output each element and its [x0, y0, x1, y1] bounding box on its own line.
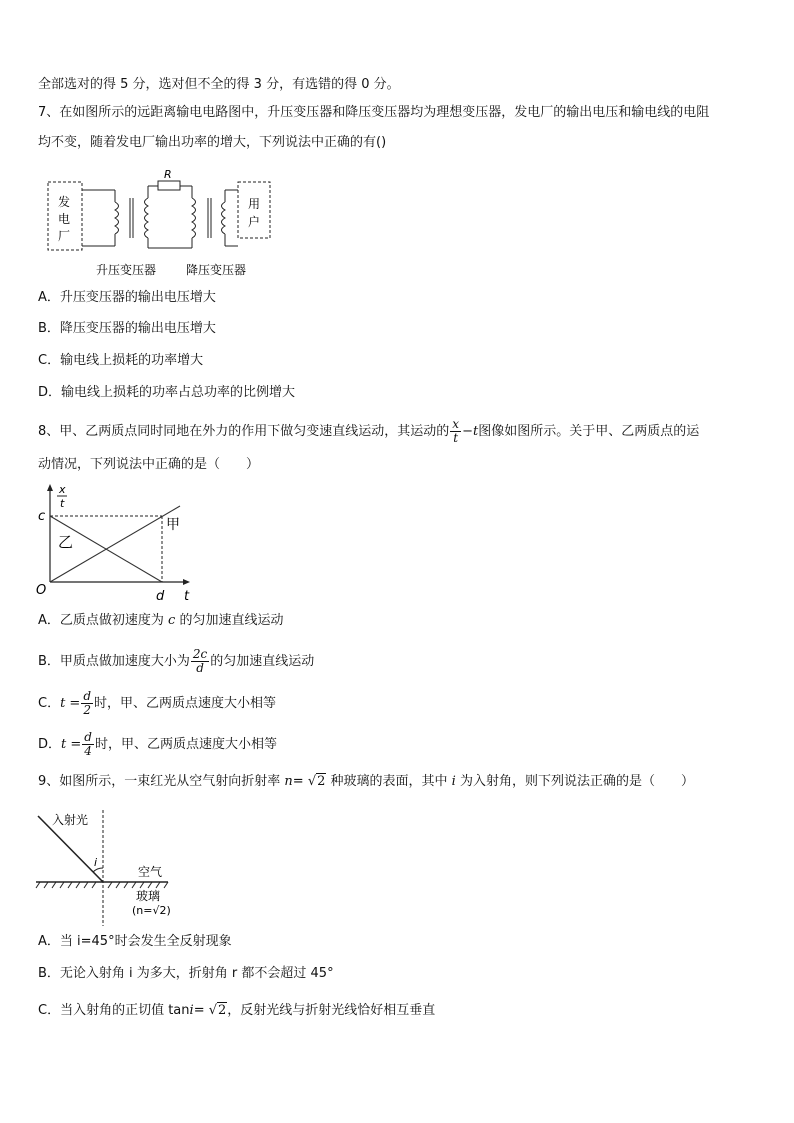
q8-x-over-t: $\frac{x}{t}$: [452, 417, 460, 445]
plant-label-3: 厂: [58, 229, 71, 243]
user-label-1: 用: [248, 197, 261, 211]
air-label: 空气: [138, 865, 163, 879]
q7-option-a[interactable]: A．升压变压器的输出电压增大: [38, 290, 216, 305]
q8-option-b[interactable]: B．甲质点做加速度大小为 $\frac{2c}{d}$ 的匀加速直线运动: [38, 647, 315, 675]
q7-option-b[interactable]: B．降压变压器的输出电压增大: [38, 321, 216, 336]
q9-refraction-figure: [34, 808, 184, 928]
glass-label: 玻璃: [136, 889, 161, 903]
q8-stem-text-b: 图像如图所示。关于甲、乙两质点的运: [478, 424, 700, 439]
q8-stem-text-a: 8、甲、乙两质点同时同地在外力的作用下做匀变速直线运动，其运动的: [38, 424, 450, 439]
q7-option-c[interactable]: C．输电线上损耗的功率增大: [38, 353, 204, 368]
jia-label: 甲: [166, 517, 180, 533]
q7-stem-line1: 7、在如图所示的远距离输电电路图中，升压变压器和降压变压器均为理想变压器，发电厂的输出电压和输电线的电阻: [38, 105, 710, 120]
q9-stem: 9、如图所示，一束红光从空气射向折射率 n= √2 种玻璃的表面，其中 i 为入射角，则下列说法正确的是（ ）: [38, 774, 694, 789]
q9-option-c[interactable]: C．当入射角的正切值 tani= √2，反射光线与折射光线恰好相互垂直: [38, 1003, 436, 1018]
q7-stem-line2: 均不变，随着发电厂输出功率的增大，下列说法中正确的有(): [38, 135, 387, 150]
q8-stem-line2: 动情况，下列说法中正确的是（ ）: [38, 457, 260, 472]
plant-label-2: 电: [58, 212, 71, 226]
incident-label: 入射光: [52, 813, 89, 827]
q8-option-a[interactable]: A．乙质点做初速度为 c 的匀加速直线运动: [38, 613, 284, 628]
q8-stem-line1: [38, 418, 699, 445]
yi-label: 乙: [58, 533, 74, 551]
q7-option-d[interactable]: D．输电线上损耗的功率占总功率的比例增大: [38, 385, 296, 400]
angle-i-label: i: [94, 856, 98, 869]
q8-minus-t: −t: [462, 424, 479, 439]
origin-label: O: [36, 583, 47, 598]
user-label-2: 户: [248, 215, 261, 229]
y-axis-label-den: t: [60, 497, 65, 510]
scoring-note: 全部选对的得 5 分，选对但不全的得 3 分，有选错的得 0 分。: [38, 77, 400, 92]
step-down-caption: 降压变压器: [186, 263, 247, 277]
resistor-label: R: [164, 168, 172, 181]
refractive-index-label: (n=√2): [132, 904, 171, 917]
sqrt-2-c: √2: [208, 1003, 227, 1018]
plant-label-1: 发: [58, 195, 71, 209]
sqrt-2: √2: [307, 774, 326, 789]
c-label: c: [38, 509, 46, 524]
resistor-symbol: [158, 181, 180, 190]
step-up-caption: 升压变压器: [96, 263, 157, 277]
y-axis-label-num: x: [59, 483, 66, 496]
d-label: d: [156, 589, 165, 604]
t-axis-label: t: [184, 589, 190, 604]
q8-option-c[interactable]: C．t = $\frac{d}{2}$ 时，甲、乙两质点速度大小相等: [38, 689, 277, 717]
q9-option-b[interactable]: B．无论入射角 i 为多大，折射角 r 都不会超过 45°: [38, 966, 334, 981]
q8-option-d[interactable]: D．t = $\frac{d}{4}$ 时，甲、乙两质点速度大小相等: [38, 730, 277, 758]
q7-transmission-circuit-figure: [40, 168, 280, 278]
q8-xt-t-graph: [34, 482, 194, 606]
q9-option-a[interactable]: A．当 i=45°时会发生全反射现象: [38, 934, 232, 949]
